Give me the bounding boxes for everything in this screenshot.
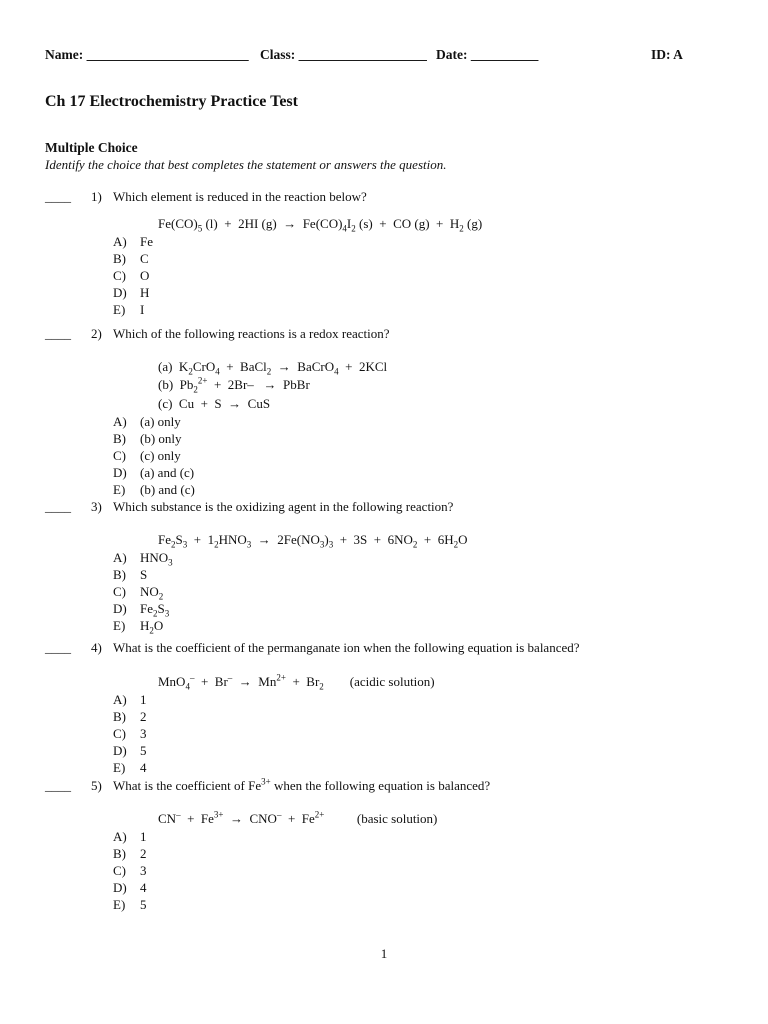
section-title: Multiple Choice (45, 140, 138, 155)
choice-e[interactable]: E) 4 (113, 760, 147, 775)
answer-blank: ____ (45, 640, 71, 655)
choice-a[interactable]: A) (a) only (113, 414, 181, 429)
equation-a: (a) $K_2CrO_4$ + BaCl$_2$ → BaCrO$_4$ + 2KCl (158, 359, 388, 377)
answer-blank: ____ (45, 189, 71, 204)
page-title: Ch 17 Electrochemistry Practice Test (45, 93, 298, 110)
question-stem: Which of the following reactions is a redox reaction? (113, 326, 390, 341)
choice-a[interactable]: A) $HNO_3$ (113, 550, 173, 568)
question-number: 4) (91, 640, 102, 655)
equation-b: (b) $Pb_2^{2+} + 2Br-$ → PbBr (158, 375, 310, 395)
choice-c[interactable]: C) 3 (113, 863, 147, 878)
question-number: 3) (91, 499, 102, 514)
choice-list (113, 234, 705, 319)
name-field: Name: ________________________ (45, 47, 249, 62)
choice-e[interactable]: E) (b) and (c) (113, 482, 195, 497)
choice-c[interactable]: C) 3 (113, 726, 147, 741)
page-number: 1 (380, 946, 388, 961)
question-stem: Which substance is the oxidizing agent in the following reaction? (113, 499, 454, 514)
choice-c[interactable]: C) O (113, 268, 150, 283)
choice-list (113, 829, 705, 914)
choice-e[interactable]: E) $H_2O$ (113, 618, 164, 636)
answer-blank: ____ (45, 778, 71, 793)
id-field: ID: A (651, 47, 683, 62)
question-number: 2) (91, 326, 102, 341)
choice-d[interactable]: D) 5 (113, 743, 147, 758)
question-number: 5) (91, 778, 102, 793)
equation: $CN^- + Fe^{3+} \to CNO^- + Fe^{2+}$ (basic solution) (158, 809, 438, 826)
choice-b[interactable]: B) 2 (113, 846, 147, 861)
choice-a[interactable]: A) 1 (113, 692, 147, 707)
choice-a[interactable]: A) Fe (113, 234, 153, 249)
equation: $MnO_4^- + Br^- \to Mn^{2+} + Br_2$ (acidic solution) (158, 672, 435, 692)
answer-blank: ____ (45, 499, 71, 514)
choice-b[interactable]: B) 2 (113, 709, 147, 724)
choice-d[interactable]: D) $Fe_2S_3$ (113, 601, 170, 619)
question-4 (45, 640, 705, 777)
question-stem: What is the coefficient of $Fe^{3+}$ when the following equation is balanced? (113, 776, 491, 793)
class-field: Class: ___________________ (260, 47, 427, 62)
choice-b[interactable]: B) S (113, 567, 148, 582)
choice-e[interactable]: E) I (113, 302, 145, 317)
question-1 (45, 189, 705, 319)
question-stem: Which element is reduced in the reaction below? (113, 189, 367, 204)
answer-blank: ____ (45, 326, 71, 341)
question-3 (45, 499, 705, 635)
header (45, 47, 700, 65)
choice-b[interactable]: B) C (113, 251, 149, 266)
equation: $Fe_2S_3 + 1_2HNO_3 \to 2Fe(NO_3)_3 + 3S + 6NO_2 + 6H_2O$ (158, 532, 468, 550)
question-stem: What is the coefficient of the permanganate ion when the following equation is balanced? (113, 640, 580, 655)
choice-d[interactable]: D) 4 (113, 880, 147, 895)
choice-d[interactable]: D) H (113, 285, 150, 300)
choice-list (113, 550, 705, 635)
choice-b[interactable]: B) (b) only (113, 431, 182, 446)
choice-e[interactable]: E) 5 (113, 897, 147, 912)
choice-a[interactable]: A) 1 (113, 829, 147, 844)
choice-d[interactable]: D) (a) and (c) (113, 465, 195, 480)
question-2 (45, 326, 705, 499)
equation: $Fe(CO)_5$ (l) + 2HI $(g) \to Fe(CO)_4I_2$ (s) + CO $(g) + H_2$ (g) (158, 216, 483, 234)
question-5 (45, 778, 705, 914)
choice-list (113, 692, 705, 777)
section-instructions: Identify the choice that best completes the statement or answers the question. (45, 157, 447, 172)
choice-list (113, 414, 705, 499)
date-field: Date: __________ (436, 47, 539, 62)
question-number: 1) (91, 189, 102, 204)
choice-c[interactable]: C) $NO_2$ (113, 584, 164, 602)
equation-c: (c) Cu + S → CuS (158, 396, 271, 411)
choice-c[interactable]: C) (c) only (113, 448, 181, 463)
